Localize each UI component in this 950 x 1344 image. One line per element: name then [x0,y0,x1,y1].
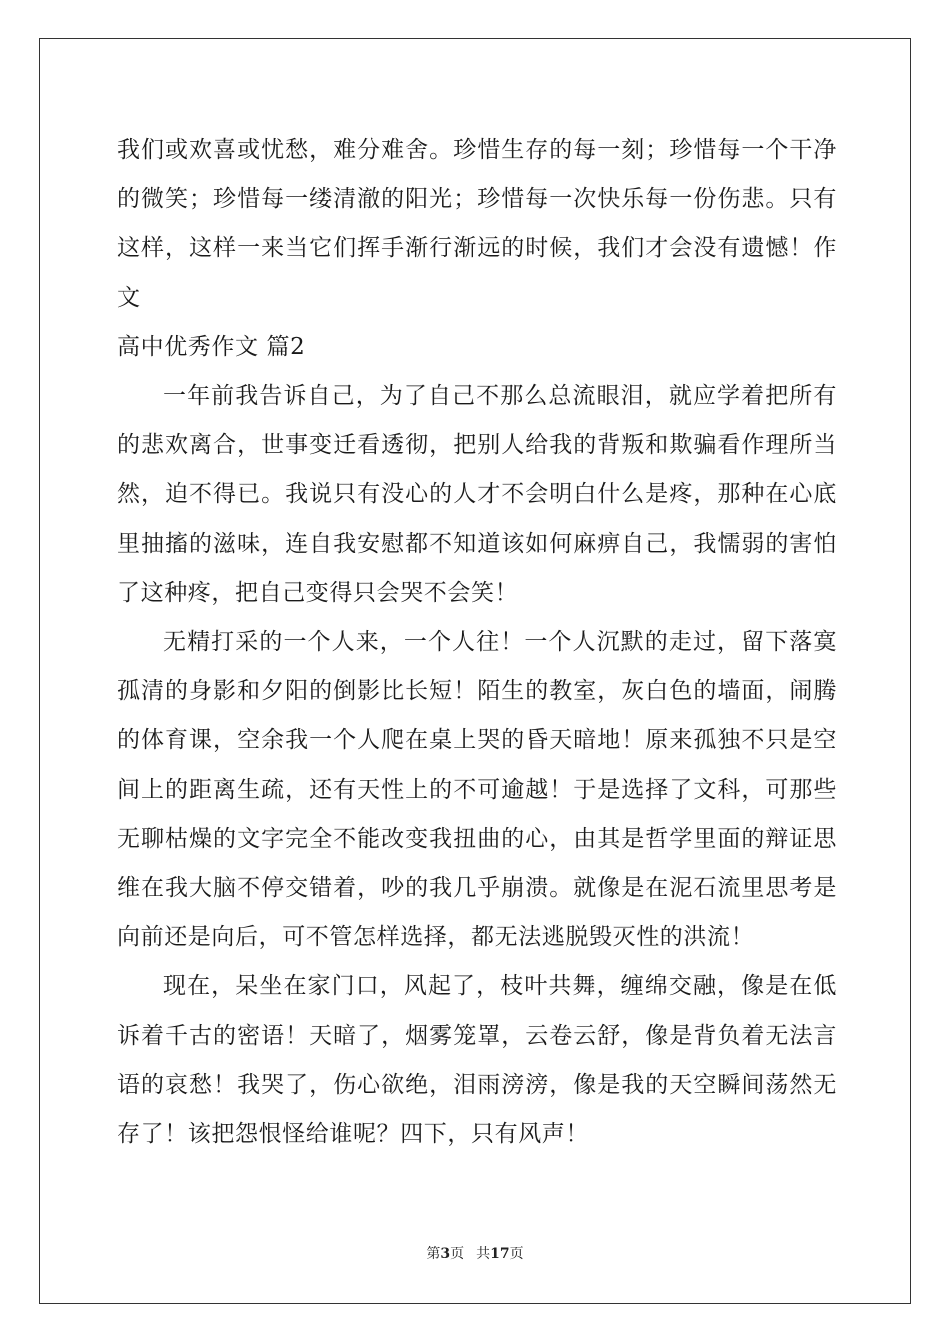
document-body [117,126,837,1159]
page-prefix: 第 [426,1246,441,1262]
page-footer [0,1243,950,1263]
total-suffix: 页 [509,1246,524,1262]
page-suffix: 页 [450,1246,465,1262]
paragraph-intro: 我们或欢喜或忧愁，难分难舍。珍惜生存的每一刻；珍惜每一个干净的微笑；珍惜每一缕清澈的阳光；珍惜每一次快乐每一份伤悲。只有这样，这样一来当它们挥手渐行渐远的时候，我们才会没有遗憾！作文 [117,137,837,311]
paragraph-3: 现在，呆坐在家门口，风起了，枝叶共舞，缠绵交融，像是在低诉着千古的密语！天暗了，烟雾笼罩，云卷云舒，像是背负着无法言语的哀愁！我哭了，伤心欲绝，泪雨滂滂，像是我的天空瞬间荡然无存了！该把怨恨怪给谁呢？四下，只有风声！ [117,973,837,1148]
current-page-number: 3 [440,1246,451,1262]
total-page-count: 17 [490,1246,510,1262]
paragraph-1: 一年前我告诉自己，为了自己不那么总流眼泪，就应学着把所有的悲欢离合，世事变迁看透彻，把别人给我的背叛和欺骗看作理所当然，迫不得已。我说只有没心的人才不会明白什么是疼，那种在心底里抽搐的滋味，连自我安慰都不知道该如何麻痹自己，我懦弱的害怕了这种疼，把自己变得只会哭不会笑！ [117,383,837,606]
paragraph-2: 无精打采的一个人来，一个人往！一个人沉默的走过，留下落寞孤清的身影和夕阳的倒影比长短！陌生的教室，灰白色的墙面，闹腾的体育课，空余我一个人爬在桌上哭的昏天暗地！原来孤独不只是空间上的距离生疏，还有天性上的不可逾越！于是选择了文科，可那些无聊枯燥的文字完全不能改变我扭曲的心，由其是哲学里面的辩证思维在我大脑不停交错着，吵的我几乎崩溃。就像是在泥石流里思考是向前还是向后，可不管怎样选择，都无法逃脱毁灭性的洪流！ [117,629,837,951]
total-prefix: 共 [476,1246,491,1262]
section-heading: 高中优秀作文 篇2 [117,333,306,360]
